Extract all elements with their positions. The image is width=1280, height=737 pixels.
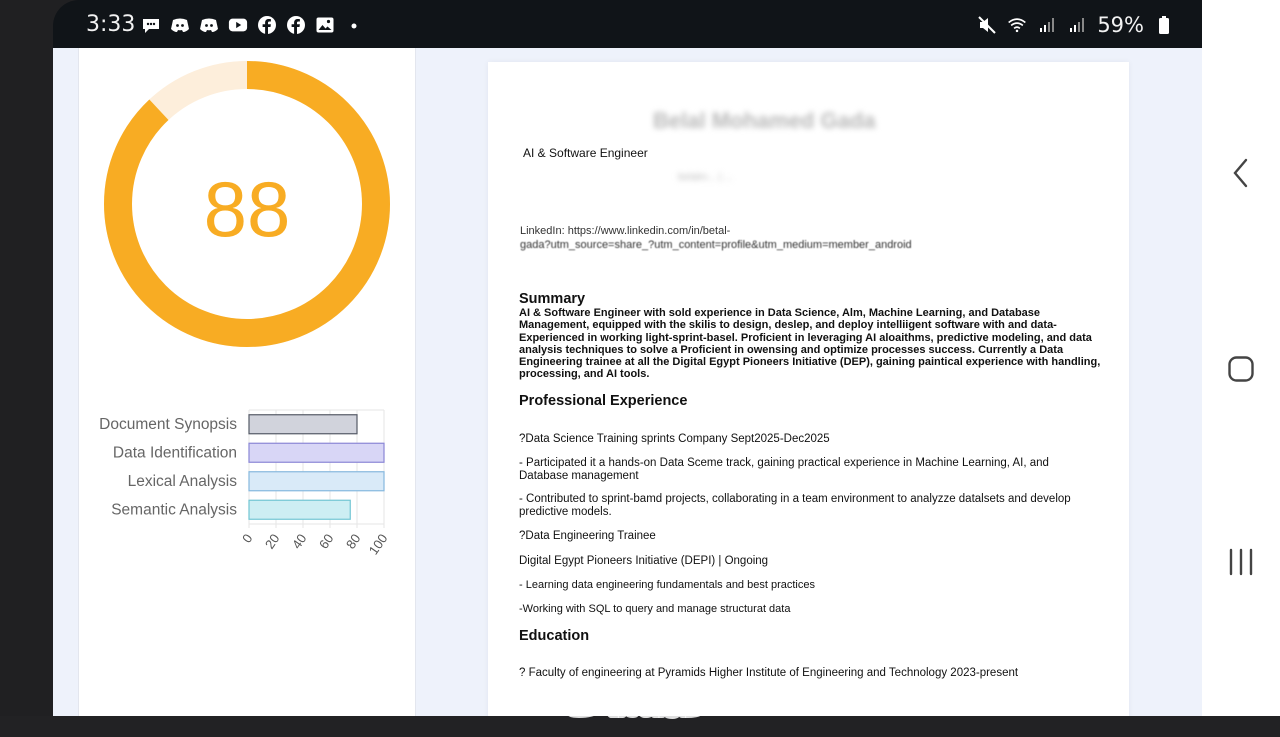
- signal-icon: [1067, 15, 1087, 35]
- dot-icon: [344, 15, 364, 35]
- experience-line: -Working with SQL to query and manage structurat data: [519, 603, 791, 615]
- wifi-icon: [1007, 15, 1027, 35]
- discord-icon: [199, 15, 219, 35]
- status-time: 3:33: [86, 12, 136, 37]
- bar: [249, 415, 357, 434]
- status-bar: [53, 0, 1202, 48]
- resume-document: [488, 62, 1129, 716]
- facebook-icon: [286, 15, 306, 35]
- category-label: Data Identification: [112, 444, 237, 462]
- x-tick-label: 100: [365, 531, 391, 558]
- resume-name: Belal Mohamed Gada: [653, 108, 876, 133]
- analysis-panel: [78, 48, 416, 716]
- x-tick-label: 40: [288, 531, 310, 552]
- battery-icon: [1154, 15, 1174, 35]
- youtube-icon: [228, 15, 248, 35]
- summary-heading: Summary: [519, 291, 586, 307]
- back-button[interactable]: [1224, 156, 1258, 190]
- status-right-icons: [977, 13, 1174, 37]
- category-label: Semantic Analysis: [111, 501, 237, 519]
- recents-icon: [1227, 547, 1255, 577]
- x-tick-label: 20: [261, 531, 283, 552]
- resume-role: AI & Software Engineer: [523, 146, 648, 160]
- education-line: ? Faculty of engineering at Pyramids Higher Institute of Engineering and Technology 2023-present: [519, 667, 1019, 679]
- x-tick-label: 0: [239, 531, 256, 546]
- facebook-icon: [257, 15, 277, 35]
- resume-linkedin: [520, 224, 960, 252]
- linkedin-line-2: gada?utm_source=share_?utm_content=profile&utm_medium=member_android: [520, 239, 912, 251]
- x-tick-label: 60: [315, 531, 337, 552]
- summary-text: AI & Software Engineer with sold experience in Data Science, Alm, Machine Learning, and Database Management, equipped with the skilis to design, deslep, and deploy intelliigent software with and data-Experienced in working light-sprint-basel. Proficient in leveraging AI aloaithms, predictive modeling, and data analysis techniques to solve a Proficient in owensing and optimize processes success. Currently a Data Engineering trainee at all the Digital Egypt Pioneers Initiative (DEP), gaining paintical experience with handling, processing, and AI tools.: [519, 307, 1101, 381]
- home-button[interactable]: [1224, 352, 1258, 386]
- gallery-icon: [315, 15, 335, 35]
- bar: [249, 443, 384, 462]
- battery-percent: 59%: [1097, 13, 1144, 37]
- experience-line: Digital Egypt Pioneers Initiative (DEPI) | Ongoing: [519, 555, 769, 567]
- score-gauge: [101, 56, 393, 352]
- bar: [249, 500, 350, 519]
- home-icon: [1227, 355, 1255, 383]
- x-tick-label: 80: [342, 531, 364, 552]
- experience-line: - Learning data engineering fundamentals and best practices: [519, 579, 815, 591]
- score-value: 88: [203, 165, 291, 253]
- experience-line: - Participated it a hands-on Data Sceme track, gaining practical experience in Machine Learning, AI, and Database management: [519, 457, 1049, 482]
- category-label: Lexical Analysis: [127, 472, 237, 490]
- mute-icon: [977, 15, 997, 35]
- notification-icons: [141, 15, 364, 35]
- app-screen: [53, 48, 1202, 716]
- experience-line: - Contributed to sprint-bamd projects, collaborating in a team environment to analyzze datalsets and develop predictive models.: [519, 493, 1071, 518]
- experience-heading: Professional Experience: [519, 393, 688, 409]
- resume-contact: belalm... | ...: [678, 172, 733, 183]
- category-label: Document Synopsis: [99, 415, 237, 433]
- recents-button[interactable]: [1224, 545, 1258, 579]
- chat-bubble-icon: [141, 15, 161, 35]
- back-icon: [1231, 157, 1251, 189]
- linkedin-line-1: LinkedIn: https://www.linkedin.com/in/betal-: [520, 225, 731, 237]
- discord-icon: [170, 15, 190, 35]
- analysis-bar-chart: [79, 404, 417, 624]
- android-nav-bar: [1202, 0, 1280, 737]
- signal-icon: [1037, 15, 1057, 35]
- watermark-text: خمسات: [563, 682, 715, 728]
- experience-line: ?Data Science Training sprints Company Sept2025-Dec2025: [519, 433, 830, 445]
- bar: [249, 472, 384, 491]
- experience-line: ?Data Engineering Trainee: [519, 530, 656, 542]
- education-heading: Education: [519, 628, 590, 644]
